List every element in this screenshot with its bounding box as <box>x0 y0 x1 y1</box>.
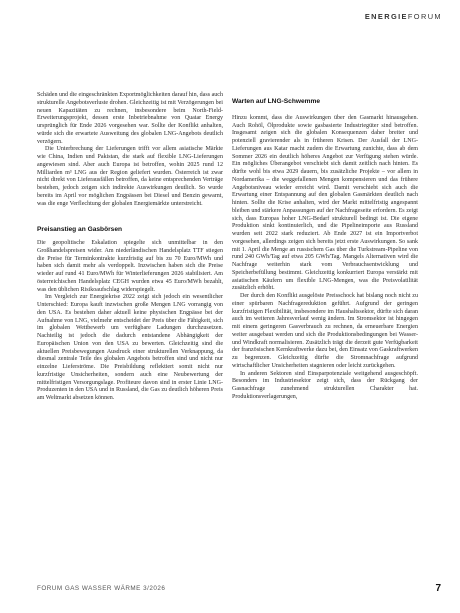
paragraph: In anderen Sektoren sind Einsparpotenziale weitgehend ausgeschöpft. Besonders im Industriesektor zeigt sich, dass der Rückgang der Gasnachfrage zunehmend strukturellen Charakter hat. Produktionsverlagerungen, <box>232 370 418 400</box>
right-column <box>232 98 418 402</box>
paragraph: Im Vergleich zur Energiekrise 2022 zeigt sich jedoch ein wesentlicher Unterschied: Europa kauft inzwischen große Mengen LNG vorrangig von den USA. Es bestehen daher aktuell keine physischen Engpässe bei der Aufnahme von LNG, vielmehr entscheidet der Preis über die Fähigkeit, sich im globalen Wettbewerb um verfügbare Ladungen durchzusetzen. Nachteilig ist jedoch die dadurch entstandene Abhängigkeit der Europäischen Union von den USA zu bewerten. Gleichzeitig sind die aktuellen Preisbewegungen Ausdruck einer strukturellen Verknappung, da diesmal zentrale Teile des globalen Angebots betroffen sind und nicht nur einzelne Lieferströme. Die Preisbildung reflektiert somit nicht nur kurzfristige Unsicherheiten, sondern auch eine Neubewertung der mittelfristigen Versorgungslage. Profiteure davon sind in erster Linie LNG-Produzenten in den USA und in Russland, die Gas zu deutlich höheren Preis am Weltmarkt absetzen können. <box>37 294 223 401</box>
section-heading: Preisanstieg an Gasbörsen <box>37 226 123 234</box>
footer-publication: FORUM GAS WASSER WÄRME 3/2026 <box>37 585 166 592</box>
header-brand-bold: ENERGIE <box>364 12 408 21</box>
paragraph: Der durch den Konflikt ausgelöste Preisschock hat bislang noch nicht zu einer spürbaren Nachfragereduktion geführt. Aufgrund der geringen kurzfristigen Flexibilität, insbesondere im Haushaltssektor, dürfte sich daran auch im weiteren Jahresverlauf wenig ändern. Im Stromsektor ist hingegen mit einem geringeren Gasverbrauch zu rechnen, da erneuerbare Energien weiter ausgebaut werden und sich die Produktionsbedingungen bei Wasser- und Windkraft normalisieren. Zusätzlich trägt die derzeit gute Verfügbarkeit der französischen Kernkraftwerke dazu bei, den Einsatz von Gaskraftwerken zu begrenzen. Gleichzeitig dürfte die Stromnachfrage aufgrund wirtschaftlicher Unsicherheiten stagnieren oder leicht zurückgehen. <box>232 293 418 369</box>
magazine-section-header <box>365 12 442 21</box>
paragraph: Hinzu kommt, dass die Auswirkungen über den Gasmarkt hinausgehen. Auch Rohöl, Ölprodukte sowie gasbasierte Industriegüter sind betroffen. Insgesamt zeigen sich die globalen Konsequenzen daher breiter und potenziell gravierender als in früheren Krisen. Der Ausfall der LNG-Lieferungen aus Katar macht zudem die Erwartung zunichte, dass ab dem Sommer 2026 ein deutlich höheres Angebot zur Verfügung stehen würde. Ein mögliches Überangebot verschiebt sich damit zeitlich nach hinten. Es dürfte wohl bis etwa 2029 dauern, bis zusätzliche Projekte – vor allem in Nordamerika – die weggefallenen Mengen kompensieren und das frühere Angebotsniveau wieder erreicht wird. Damit verschiebt sich auch die Erwartung einer Entspannung auf den globalen Gasmärkten deutlich nach hinten. Sollte die Krise anhalten, wird der Markt mittelfristig angespannt bleiben und stärkere Anpassungen auf der Nachfrageseite erfordern. Es zeigt sich, dass Europas hoher LNG-Bedarf strukturell bedingt ist. Die eigene Produktion sinkt kontinuierlich, und die Pipelineimporte aus Russland wurden seit 2022 stark reduziert. Ab Ende 2027 ist ein Importverbot vorgesehen, allerdings zeigen sich bereits jetzt erste Auswirkungen. So sank mit 1. April die Menge an russischem Gas über die Turkstream-Pipeline von rund 240 GWh/Tag auf etwa 205 GWh/Tag. Mangels Alternativen wird die Nachfrage weiterhin stark vom Verbrauchsentwicklung und Speicherbefüllung bestimmt. Gleichzeitig konkurriert Europa verstärkt mit asiatischen Käufern um flexible LNG-Mengen, was die Preisvolatilität zusätzlich erhöht. <box>232 114 418 292</box>
paragraph: Die Unterbrechung der Lieferungen trifft vor allem asiatische Märkte wie China, Indien und Pakistan, die stark auf flexible LNG-Lieferungen angewiesen sind. Aber auch Europa ist betroffen, wohin 2025 rund 12 Milliarden m³ LNG aus der Region geliefert wurden. Österreich ist zwar nicht direkt von Lieferausfällen betroffen, da keine entsprechenden Verträge bestehen, jedoch zeigen sich indirekte Auswirkungen deutlich. So wurde bereits im April vor möglichen Engpässen bei Diesel und Benzin gewarnt, was die enge Verflechtung der globalen Energiemärkte unterstreicht. <box>37 146 223 207</box>
paragraph: Schäden und die eingeschränkten Exportmöglichkeiten darauf hin, dass auch strukturelle Angebotsverluste drohen. Gleichzeitig ist mit Verzögerungen bei neuen Kapazitäten zu rechnen, insbesondere beim North-Field-Erweiterungsprojekt, dessen erste Inbetriebnahme von Quatar Energy ursprünglich für Ende 2026 vorgesehen war. Sollte der Konflikt anhalten, würde sich die erwartete Ausweitung des globalen LNG-Angebots deutlich verzögern. <box>37 92 223 145</box>
section-heading: Warten auf LNG-Schwemme <box>232 98 321 105</box>
page-number: 7 <box>435 583 441 594</box>
left-column <box>37 92 223 403</box>
paragraph: Die geopolitische Eskalation spiegelte sich unmittelbar in den Großhandelspreisen wider. Am niederländischen Handelsplatz TTF stiegen die Preise für Terminkontrakte kurzfristig auf bis zu 70 Euro/MWh und haben sich damit mehr als verdoppelt. Inzwischen haben sich die Preise wieder auf rund 41 Euro/MWh für Winterlieferungen 2026 stabilisiert. Am österreichischen Handelsplatz CEGH wurden etwa 45 Euro/MWh bezahlt, was den üblichen Risikoaufschlag widerspiegelt. <box>37 240 223 293</box>
header-brand-rest: FORUM <box>407 12 442 21</box>
